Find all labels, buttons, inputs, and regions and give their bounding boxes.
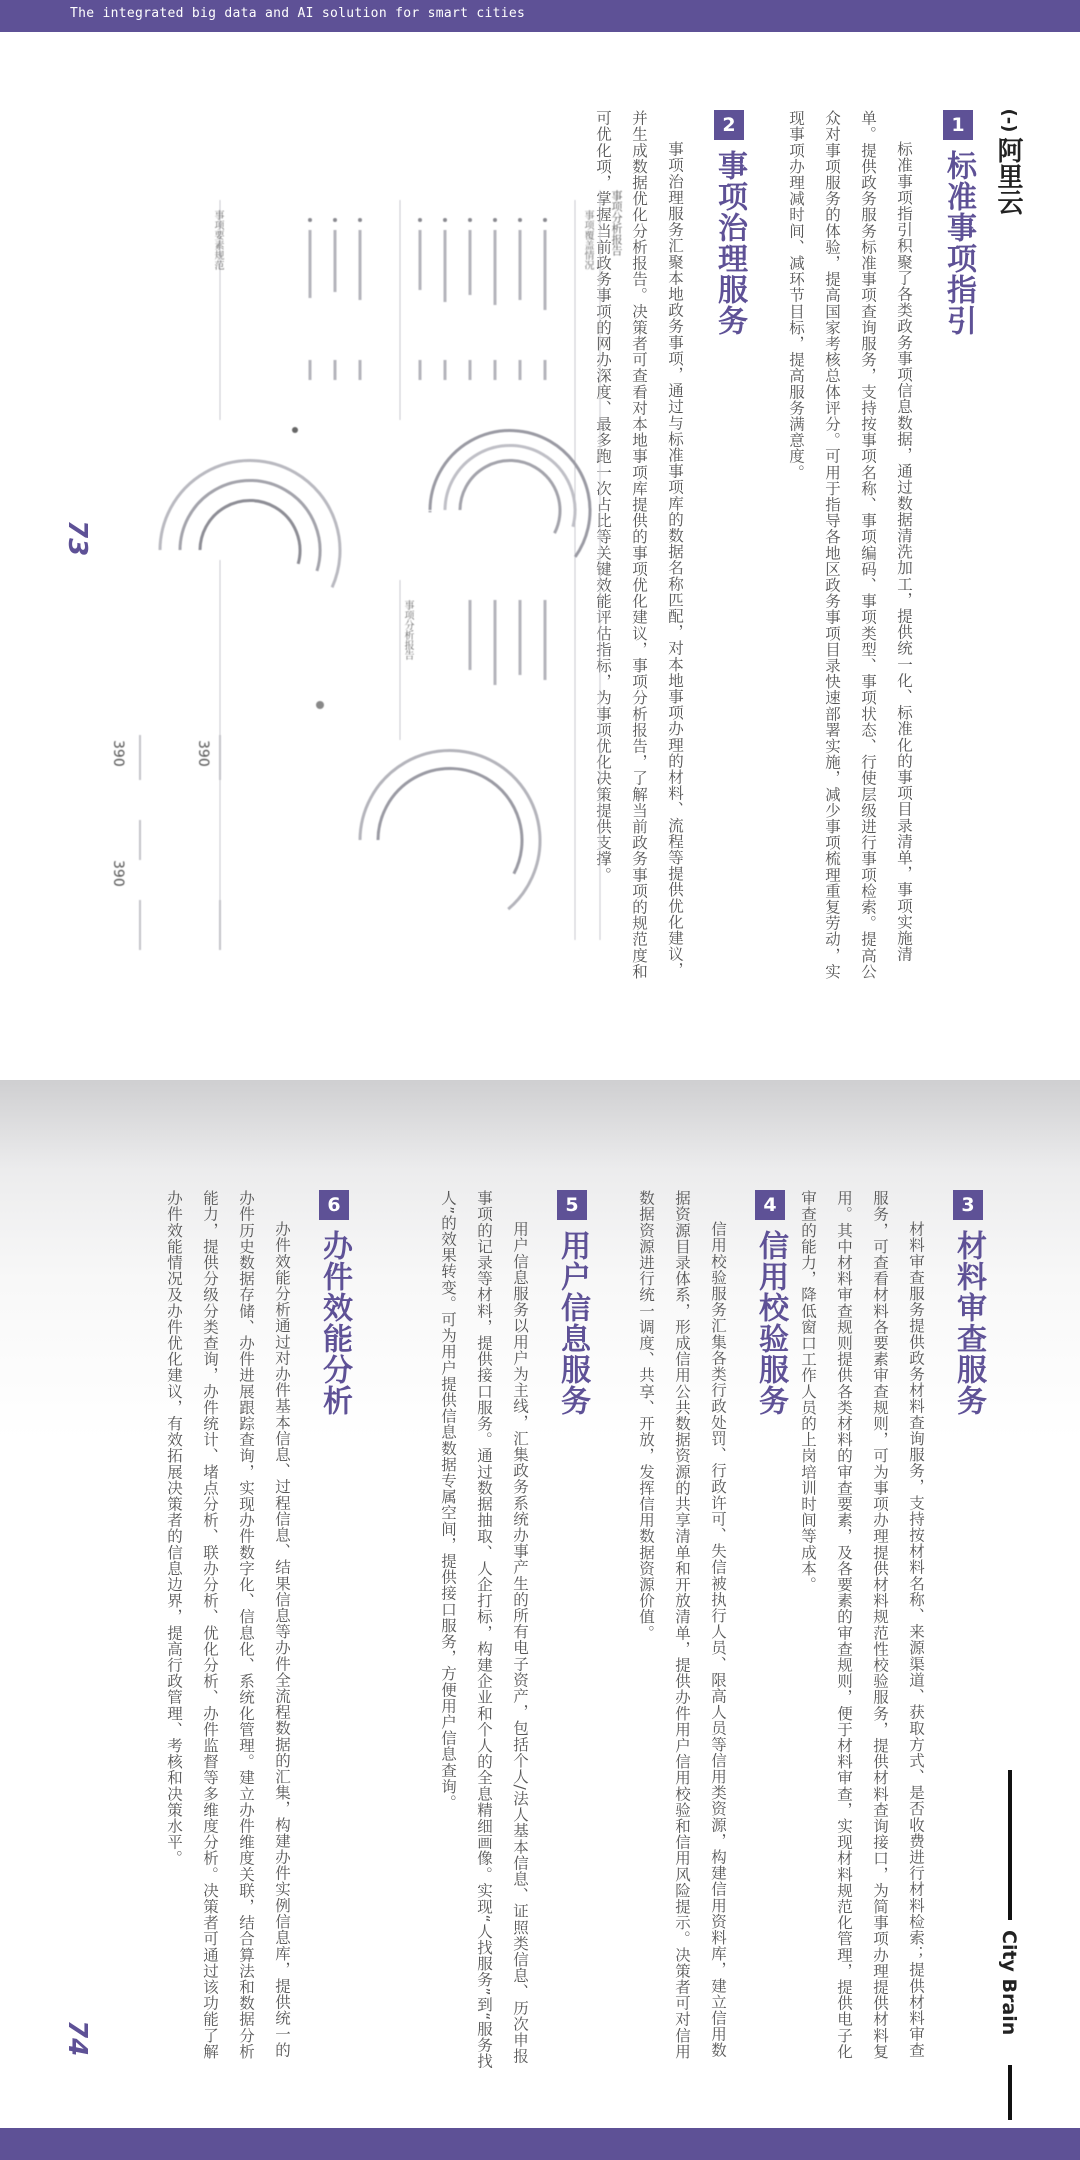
section-title: 用户信息服务 — [555, 1230, 590, 1416]
dashboard-stat: 390 — [110, 740, 126, 767]
section-6-header — [312, 1190, 356, 2070]
page-number-left: 73 — [62, 520, 92, 557]
dashboard-panel-label: 事项覆盖情况 — [582, 210, 593, 270]
section-body: 信用校验服务汇集各类行政处罚、行政许可、失信被执行人员、限高人员等信用类资源，构建信用资料库，建立信用数据资源目录体系，形成信用公共数据资源的共享清单和开放清单，提供办件用户信用校验和信用风险提示。决策者可对信用数据资源进行统一调度、共享、开放，发挥信用数据资源价值。 — [637, 1190, 727, 2060]
section-2-header — [707, 110, 751, 980]
section-title: 办件效能分析 — [317, 1230, 352, 1416]
section-body: 用户信息服务以用户为主线，汇集政务系统办事产生的所有电子资产，包括个人/法人基本信息、证照类信息、历次申报事项的记录等材料，提供接口服务。通过数据抽取、人企打标，构建企业和个人的全息精细画像。实现“人找服务”到“服务找人”的效果转变。可为用户提供信息数据专属空间，提供接口服务，方便用户信息查询。 — [439, 1190, 529, 2070]
section-number: 3 — [953, 1190, 983, 1220]
section-5-header — [550, 1190, 594, 2070]
brand-rule-top — [1008, 1770, 1012, 1920]
page-number-right: 74 — [62, 2020, 92, 2057]
aliyun-logo-mark: (-) — [998, 108, 1019, 133]
brand-name: City Brain — [998, 1930, 1020, 2036]
section-body: 办件效能分析通过对办件基本信息、过程信息、结果信息等办件全流程数据的汇集，构建办件实例信息库，提供统一的办件历史数据存储、办件进展跟踪查询，实现办件数字化、信息化、系统化管理。建立办件维度关联，结合算法和数据分析能力，提供分级分类查询，办件统计、堵点分析、联办分析、优化分析、办件监督等多维度分析。决策者可通过该功能了解办件效能情况及办件优化建议，有效拓展决策者的信息边界，提高行政管理、考核和决策水平。 — [165, 1190, 291, 2060]
section-body: 标准事项指引积聚了各类政务事项信息数据，通过数据清洗加工，提供统一化、标准化的事项目录清单，事项实施清单。提供政务服务标准事项查询服务，支持按事项名称、事项编码、事项类型、事项状态、行使层级进行事项检索。提高公众对事项服务的体验，提高国家考核总体评分。可用于指导各地区政务事项目录快速部署实施，减少事项梳理重复劳动，实现事项办理减时间、减环节目标，提高服务满意度。 — [787, 110, 913, 980]
section-number: 1 — [943, 110, 973, 140]
section-1 — [778, 110, 980, 980]
section-title: 材料审查服务 — [951, 1230, 986, 1416]
aliyun-logo — [990, 110, 1027, 215]
section-4-header — [748, 1190, 792, 2070]
top-band — [0, 0, 1080, 32]
brand-rule-bottom — [1008, 2065, 1012, 2120]
section-6 — [156, 1190, 356, 2070]
aliyun-logo-name: 阿里云 — [993, 137, 1023, 215]
section-title: 标准事项指引 — [941, 150, 976, 336]
section-3 — [790, 1190, 990, 2070]
section-number: 5 — [557, 1190, 587, 1220]
dashboard-screenshot — [100, 180, 680, 960]
section-4 — [628, 1190, 792, 2070]
section-number: 4 — [755, 1190, 785, 1220]
dashboard-stat: 390 — [110, 860, 126, 887]
bottom-band — [0, 2128, 1080, 2160]
section-body: 事项治理服务汇聚本地政务事项，通过与标准事项库的数据名称匹配，对本地事项办理的材料、流程等提供优化建议，并生成数据优化分析报告。决策者可查看对本地事项库提供的事项优化建议，事项分析报告，了解当前政务事项的规范度和可优化项，掌握当前政务事项的网办深度、最多跑一次占比等关键效能评估指标，为事项优化决策提供支撑。 — [594, 110, 684, 980]
tagline: The integrated big data and AI solution for smart cities — [70, 6, 526, 21]
dashboard-panel-label: 事项分析报告 — [402, 600, 413, 660]
section-title: 事项治理服务 — [712, 150, 747, 336]
section-number: 2 — [714, 110, 744, 140]
dashboard-title: 事项分析报告 — [610, 190, 623, 256]
dashboard-panel-label: 事项要素规范 — [212, 210, 223, 270]
section-number: 6 — [319, 1190, 349, 1220]
section-body: 材料审查服务提供政务材料查询服务，支持按材料名称、来源渠道、获取方式、是否收费进行材料检索；提供材料审查服务，可查看材料各要素审查规则，可为事项办理提供材料规范性校验服务，提供材料查询接口，为简事项办理提供材料复用。其中材料审查规则提供各类材料的审查要素，及各要素的审查规则，便于材料审查，实现材料规范化管理，提供电子化审查的能力，降低窗口工作人员的上岗培训时间等成本。 — [799, 1190, 925, 2060]
section-5 — [430, 1190, 594, 2070]
section-title: 信用校验服务 — [753, 1230, 788, 1416]
section-3-header — [946, 1190, 990, 2070]
section-1-header — [936, 110, 980, 980]
dashboard-graphic — [100, 180, 680, 960]
dashboard-stat: 390 — [195, 740, 211, 767]
